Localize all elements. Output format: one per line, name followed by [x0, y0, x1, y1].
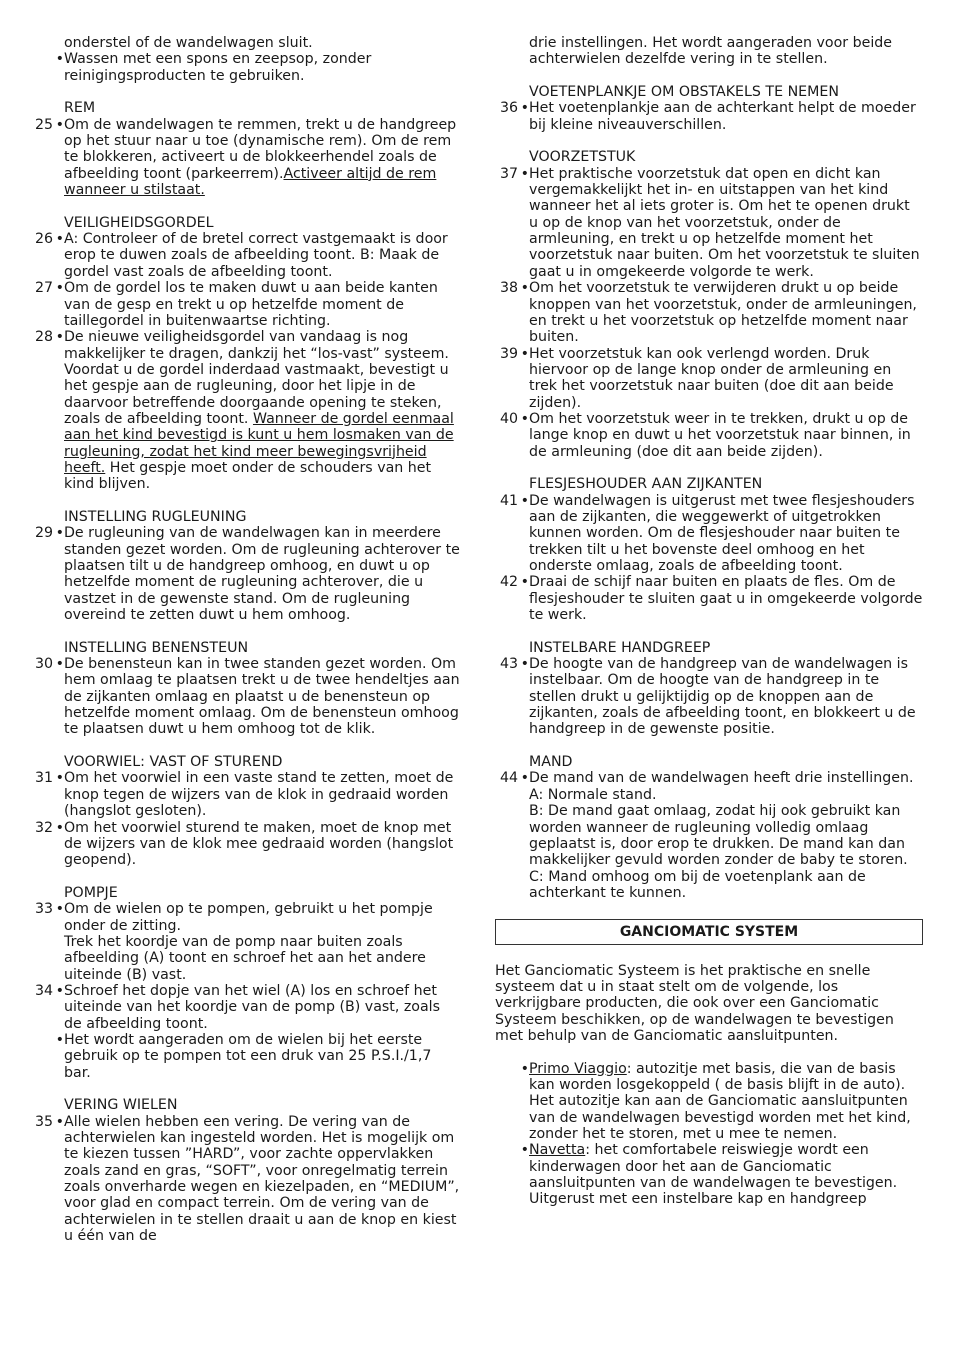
bullet-icon: • [55, 901, 64, 918]
item-text: Om het voorwiel sturend te maken, moet de knop met de wijzers van de klok mee gedraaid worden (hangslot geopend). [64, 819, 454, 869]
item-text: De hoogte van de handgreep van de wandelwagen is instelbaar. Om de hoogte van de handgreep in te stellen drukt u gelijktijdig op de knoppen aan de zijkanten, zoals de afbeelding toont, en blokkeert u de handgreep in de gewenste positie. [529, 656, 916, 738]
bullet-icon: • [55, 982, 64, 999]
item-number: 41 [499, 492, 518, 509]
item-emphasis: Activeer altijd de rem wanneer u stilstaat. [64, 165, 437, 199]
bullet-icon: • [520, 656, 529, 673]
item-number: 30 [34, 656, 53, 673]
item-text: Het praktische voorzetstuk dat open en dicht kan vergemakkelijkt het in- en uitstappen van het kind wanneer het al iets groter is. Om het te openen drukt u op de knop van het voorzetstuk, onder de armleuning, en trekt u op hetzelfde moment het voorzetstuk naar buiten. Om het voorzetstuk te sluiten gaat u in omgekeerde volgorde te werk. [529, 165, 920, 280]
instruction-item [30, 525, 462, 623]
instruction-item [30, 901, 462, 983]
item-number: 35 [34, 1113, 53, 1130]
item-body [529, 574, 923, 623]
item-body [64, 983, 462, 1032]
section-heading: POMPJE [64, 884, 118, 901]
item-body [64, 901, 462, 934]
bullet-icon: • [55, 329, 64, 346]
item-number: 39 [499, 345, 518, 362]
instruction-item [30, 1032, 462, 1081]
product-text: : het comfortabele reiswiegje wordt een kinderwagen door het aan de Ganciomatic aansluitpunten van de wandelwagen te bevestigen. Uitgerust met een instelbare kap en handgreep [529, 1142, 898, 1208]
item-number: 38 [499, 280, 518, 297]
item-number: 36 [499, 100, 518, 117]
instruction-item [30, 656, 462, 738]
instruction-item [495, 100, 923, 133]
bullet-icon: • [520, 770, 529, 787]
product-name: Navetta [529, 1142, 586, 1159]
left-column [30, 35, 462, 1244]
item-number: 42 [499, 574, 518, 591]
item-text: A: Controleer of de bretel correct vastgemaakt is door erop te duwen zoals de afbeelding toont. B: Maak de gordel vast zoals de afbeelding toont. [64, 231, 448, 280]
section-heading: VOORZETSTUK [529, 149, 636, 166]
item-text: Alle wielen hebben een vering. De vering van de achterwielen kan ingesteld worden. Het is mogelijk om te kiezen tussen ”HARD”, voor zachte oppervlakken zoals zand en gras, “SOFT”, voor onregelmatig terrein zoals onverharde wegen en kiezelpaden, en “MEDIUM”, voor glad en compact terrein. Om de vering van de achterwielen in te stellen draait u aan de knop en kiest u één van de [64, 1113, 460, 1245]
item-number: 43 [499, 656, 518, 673]
item-number: 34 [34, 982, 53, 999]
item-extra: Trek het koordje van de pomp naar buiten zoals afbeelding (A) toont en schroef het aan het andere uiteinde (B) vast. [64, 933, 426, 983]
item-body [529, 346, 923, 411]
item-text: Om het voorzetstuk weer in te trekken, drukt u op de lange knop en duwt u het voorzetstuk naar binnen, in de armleuning (doe dit aan beide zijden). [529, 410, 911, 460]
product-item [495, 1142, 923, 1207]
item-text: Om de wandelwagen te remmen, trekt u de handgreep op het stuur naar u toe (dynamische rem). Om de rem te blokkeren, activeert u de blokkeerhendel zoals de afbeelding toont (parkeerrem). [64, 116, 457, 182]
section-heading: VEILIGHEIDSGORDEL [64, 214, 214, 231]
section-heading: INSTELLING BENENSTEUN [64, 639, 249, 656]
item-number: 44 [499, 770, 518, 787]
section-heading: INSTELBARE HANDGREEP [529, 639, 711, 656]
item-number: 33 [34, 901, 53, 918]
item-number: 28 [34, 329, 53, 346]
item-number: 25 [34, 116, 53, 133]
ganciomatic-description: Het Ganciomatic Systeem is het praktische en snelle systeem dat u in staat stelt om de volgende, los verkrijgbare producten, die ook over een Ganciomatic Systeem beschikken, op de wandelwagen te bevestigen met behulp van de Ganciomatic aansluitpunten. [495, 962, 894, 1044]
instruction-item [30, 983, 462, 1032]
product-text: : autozitje met basis, die van de basis kan worden losgekoppeld ( de basis blijft in de auto). Het autozitje kan aan de Ganciomatic aansluitpunten van de wandelwagen bevestigd worden met het kind, zonder het te storen, met u mee te nemen. [529, 1060, 911, 1142]
item-body [529, 280, 923, 345]
item-subline: A: Normale stand. [529, 786, 657, 803]
item-number: 27 [34, 280, 53, 297]
item-body [64, 231, 462, 280]
item-number: 40 [499, 410, 518, 427]
bullet-icon: • [520, 165, 529, 182]
bullet-icon: • [55, 51, 64, 68]
item-body [64, 820, 462, 869]
instruction-item [30, 51, 462, 84]
item-text: De rugleuning van de wandelwagen kan in meerdere standen gezet worden. Om de rugleuning achterover te plaatsen tilt u de handgreep omhoog, en duwt u op hetzelfde moment de rugleuning achterover, die u vastzet in de gewenste stand. Om de rugleuning overeind te zetten duwt u hem omhoog. [64, 525, 460, 624]
instruction-item [495, 656, 923, 738]
instruction-item [30, 280, 462, 329]
bullet-icon: • [55, 1113, 64, 1130]
section-heading: REM [64, 100, 96, 117]
instruction-item [30, 117, 462, 199]
item-number: 32 [34, 819, 53, 836]
item-emphasis: Wanneer de gordel eenmaal aan het kind bevestigd is kunt u hem losmaken van de rugleuning, zodat het kind meer bewegingsvrijheid heeft. [64, 410, 454, 476]
item-body [64, 525, 462, 623]
bullet-icon: • [520, 492, 529, 509]
item-subline: C: Mand omhoog om bij de voetenplank aan de achterkant te kunnen. [529, 868, 866, 901]
item-body [529, 100, 923, 133]
item-text: Om de wielen op te pompen, gebruikt u het pompje onder de zitting. [64, 901, 433, 934]
bullet-icon: • [520, 410, 529, 427]
continued-text: drie instellingen. Het wordt aangeraden voor beide achterwielen dezelfde vering in te stellen. [529, 35, 893, 68]
item-body [64, 117, 462, 199]
item-body [529, 493, 923, 575]
bullet-icon: • [55, 280, 64, 297]
item-body [529, 770, 923, 786]
product-name: Primo Viaggio [529, 1060, 627, 1077]
item-number: 29 [34, 525, 53, 542]
instruction-item [495, 411, 923, 460]
item-number: 26 [34, 231, 53, 248]
instruction-item [30, 770, 462, 819]
item-text: Schroef het dopje van het wiel (A) los en schroef het uiteinde van het koordje van de pomp (B) vast, zoals de afbeelding toont. [64, 982, 441, 1032]
instruction-item [30, 1114, 462, 1245]
item-number: 31 [34, 770, 53, 787]
section-box-title: GANCIOMATIC SYSTEM [495, 919, 923, 944]
bullet-icon: • [55, 525, 64, 542]
instruction-item [495, 770, 923, 901]
item-text: Om het voorwiel in een vaste stand te zetten, moet de knop tegen de wijzers van de klok in gedraaid worden (hangslot gesloten). [64, 770, 454, 820]
item-text: Het wordt aangeraden om de wielen bij het eerste gebruik op te pompen tot een druk van 25 P.S.I./1,7 bar. [64, 1031, 432, 1081]
item-text: Het voorzetstuk kan ook verlengd worden. Druk hiervoor op de lange knop onder de armleuning en trek het voorzetstuk naar buiten (doe dit aan beide zijden). [529, 345, 894, 411]
product-body [529, 1142, 923, 1207]
item-text: De mand van de wandelwagen heeft drie instellingen. [529, 770, 914, 787]
item-text: Om het voorzetstuk te verwijderen drukt u op beide knoppen van het voorzetstuk, onder de armleuningen, en trekt u het voorzetstuk op hetzelfde moment naar buiten. [529, 280, 917, 346]
item-body [64, 280, 462, 329]
instruction-item [495, 346, 923, 411]
item-body [64, 770, 462, 819]
section-heading: INSTELLING RUGLEUNING [64, 508, 247, 525]
bullet-icon: • [55, 819, 64, 836]
bullet-icon: • [55, 231, 64, 248]
item-body [64, 329, 462, 492]
section-heading: FLESJESHOUDER AAN ZIJKANTEN [529, 476, 763, 493]
item-body [64, 1032, 462, 1081]
bullet-icon: • [520, 100, 529, 117]
section-heading: VOORWIEL: VAST OF STUREND [64, 754, 283, 771]
bullet-icon: • [520, 280, 529, 297]
continued-text: onderstel of de wandelwagen sluit. [64, 35, 313, 51]
item-text: Om de gordel los te maken duwt u aan beide kanten van de gesp en trekt u op hetzelfde moment de taillegordel in buitenwaartse richting. [64, 280, 438, 329]
bullet-icon: • [520, 345, 529, 362]
section-heading: VOETENPLANKJE OM OBSTAKELS TE NEMEN [529, 84, 839, 101]
product-body [529, 1061, 923, 1143]
bullet-icon: • [520, 574, 529, 591]
right-column [495, 35, 923, 1208]
bullet-icon: • [55, 116, 64, 133]
item-body [529, 656, 923, 738]
item-text: De wandelwagen is uitgerust met twee flesjeshouders aan de zijkanten, die weggewerkt of uitgetrokken kunnen worden. Om de flesjeshouder naar buiten te trekken tilt u het bovenste deel omhoog en het onderste omlaag, zoals de afbeelding toont. [529, 492, 915, 574]
item-number: 37 [499, 165, 518, 182]
bullet-icon: • [55, 656, 64, 673]
bullet-icon: • [55, 770, 64, 787]
instruction-item [495, 574, 923, 623]
section-heading: MAND [529, 754, 573, 771]
instruction-item [30, 329, 462, 492]
item-text: Het voetenplankje aan de achterkant helpt de moeder bij kleine niveauverschillen. [529, 100, 916, 133]
spacer [495, 1044, 923, 1060]
item-text: De benensteun kan in twee standen gezet worden. Om hem omlaag te plaatsen trekt u de twee hendeltjes aan de zijkanten omlaag en plaatst u de benensteun op hetzelfde moment omlaag. Om de benensteun omhoog te plaatsen duwt u hem omhoog tot de klik. [64, 656, 460, 738]
item-body [64, 656, 462, 738]
item-body [529, 166, 923, 280]
bullet-icon: • [55, 1031, 64, 1048]
instruction-item [30, 231, 462, 280]
item-text: Draai de schijf naar buiten en plaats de fles. Om de flesjeshouder te sluiten gaat u in omgekeerde volgorde te werk. [529, 574, 923, 624]
bullet-icon: • [520, 1060, 529, 1077]
instruction-item [30, 820, 462, 869]
bullet-icon: • [520, 1142, 529, 1159]
item-text-after: Het gespje moet onder de schouders van het kind blijven. [64, 459, 432, 493]
instruction-item [495, 280, 923, 345]
instruction-item [495, 166, 923, 280]
item-text: De nieuwe veiligheidsgordel van vandaag is nog makkelijker te dragen, dankzij het “los-vast” systeem. Voordat u de gordel inderdaad vastmaakt, bevestigt u het gespje aan de rugleuning, door het lipje in de daarvoor betreffende doorgaande opening te steken, zoals de afbeelding toont. [64, 329, 449, 427]
section-heading: VERING WIELEN [64, 1097, 178, 1114]
item-subline: B: De mand gaat omlaag, zodat hij ook gebruikt kan worden wanneer de rugleuning volledig omlaag geplaatst is, door erop te drukken. De mand kan dan makkelijker gevuld worden zonder de baby te storen. [529, 803, 908, 869]
item-body [64, 1114, 462, 1245]
item-text: Wassen met een spons en zeepsop, zonder reinigingsproducten te gebruiken. [64, 51, 372, 84]
product-item [495, 1061, 923, 1143]
item-body [529, 411, 923, 460]
instruction-item [495, 493, 923, 575]
